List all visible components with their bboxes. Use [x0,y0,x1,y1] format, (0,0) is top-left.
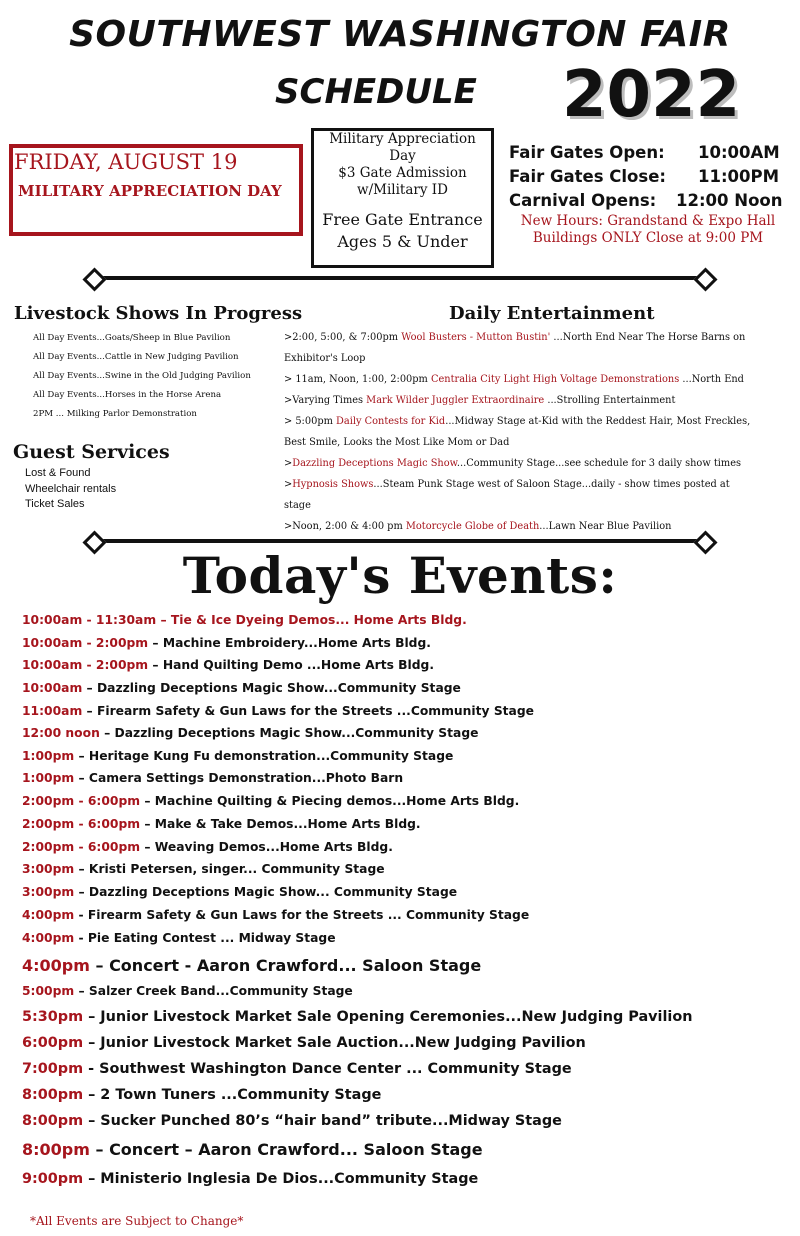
entertainment-line: >Varying Times Mark Wilder Juggler Extraordinaire ...Strolling Entertainment [284,395,676,406]
guest-service-item: Lost & Found [25,467,91,479]
guest-service-item: Wheelchair rentals [25,483,117,495]
gate-open-label: Fair Gates Open: [509,143,665,162]
military-line-4: Free Gate Entrance [322,210,483,229]
new-hours-line-1: New Hours: Grandstand & Expo Hall [520,213,776,229]
gate-close-value: 11:00PM [698,167,780,186]
year-label: 2022 [562,58,741,132]
event-row: 4:00pm - Pie Eating Contest ... Midway Stage [22,931,336,945]
event-row: 2:00pm - 6:00pm – Machine Quilting & Piecing demos...Home Arts Bldg. [22,794,520,808]
event-row: 5:00pm – Salzer Creek Band...Community Stage [22,984,353,998]
entertainment-line: >Noon, 2:00 & 4:00 pm Motorcycle Globe of Death...Lawn Near Blue Pavilion [284,521,672,532]
guest-service-item: Ticket Sales [25,498,85,510]
event-row: 4:00pm – Concert - Aaron Crawford... Saloon Stage [22,956,482,975]
new-hours-note [512,213,784,247]
event-row: 11:00am – Firearm Safety & Gun Laws for the Streets ...Community Stage [22,704,534,718]
carnival-open-label: Carnival Opens: [509,191,657,210]
event-row: 1:00pm – Heritage Kung Fu demonstration...Community Stage [22,749,454,763]
entertainment-line: >2:00, 5:00, & 7:00pm Wool Busters - Mutton Bustin' ...North End Near The Horse Barns on [284,332,746,343]
day-theme: MILITARY APPRECIATION DAY [18,182,282,200]
event-row: 3:00pm – Kristi Petersen, singer... Community Stage [22,862,385,876]
livestock-item: All Day Events...Horses in the Horse Arena [33,390,222,400]
guest-services-title: Guest Services [13,441,170,463]
entertainment-line: > 5:00pm Daily Contests for Kid...Midway Stage at-Kid with the Reddest Hair, Most Freckles, [284,416,751,427]
new-hours-line-2: Buildings ONLY Close at 9:00 PM [532,230,764,246]
footer-disclaimer: *All Events are Subject to Change* [30,1214,244,1228]
event-row: 2:00pm - 6:00pm – Weaving Demos...Home Arts Bldg. [22,840,393,854]
event-row: 3:00pm – Dazzling Deceptions Magic Show... Community Stage [22,885,458,899]
event-row: 10:00am - 11:30am – Tie & Ice Dyeing Demos... Home Arts Bldg. [22,613,467,627]
todays-events-title: Today's Events: [182,546,618,605]
livestock-item: 2PM ... Milking Parlor Demonstration [33,409,197,419]
event-row: 10:00am - 2:00pm – Hand Quilting Demo ...Home Arts Bldg. [22,658,435,672]
entertainment-line: >Dazzling Deceptions Magic Show...Community Stage...see schedule for 3 daily show times [284,458,742,469]
event-row: 9:00pm – Ministerio Inglesia De Dios...Community Stage [22,1171,479,1187]
divider-top [82,268,718,288]
military-info-box [311,128,494,268]
event-row: 2:00pm - 6:00pm – Make & Take Demos...Home Arts Bldg. [22,817,421,831]
event-row: 10:00am - 2:00pm – Machine Embroidery...Home Arts Bldg. [22,636,431,650]
entertainment-line: Best Smile, Looks the Most Like Mom or Dad [284,437,510,448]
gate-close-label: Fair Gates Close: [509,167,667,186]
entertainment-line: Exhibitor's Loop [284,353,366,364]
event-row: 1:00pm – Camera Settings Demonstration...Photo Barn [22,771,404,785]
entertainment-line: >Hypnosis Shows...Steam Punk Stage west of Saloon Stage...daily - show times posted at [284,479,730,490]
livestock-item: All Day Events...Swine in the Old Judging Pavilion [33,371,251,381]
entertainment-title: Daily Entertainment [449,303,655,324]
event-row: 8:00pm – Sucker Punched 80’s “hair band” tribute...Midway Stage [22,1113,562,1129]
event-row: 6:00pm – Junior Livestock Market Sale Auction...New Judging Pavilion [22,1035,586,1051]
military-line-5: Ages 5 & Under [337,232,468,251]
military-line-3: w/Military ID [357,182,448,198]
schedule-title: SCHEDULE [275,72,477,112]
event-row: 7:00pm - Southwest Washington Dance Center ... Community Stage [22,1061,572,1077]
military-line-2: $3 Gate Admission [338,165,467,181]
entertainment-line: > 11am, Noon, 1:00, 2:00pm Centralia City Light High Voltage Demonstrations ...North End [284,374,744,385]
livestock-item: All Day Events...Goats/Sheep in Blue Pavilion [33,333,231,343]
gate-open-value: 10:00AM [698,143,780,162]
livestock-title: Livestock Shows In Progress [14,303,303,324]
event-row: 8:00pm – Concert – Aaron Crawford... Saloon Stage [22,1140,483,1159]
livestock-item: All Day Events...Cattle in New Judging Pavilion [33,352,239,362]
event-row: 8:00pm – 2 Town Tuners ...Community Stage [22,1087,382,1103]
event-row: 5:30pm – Junior Livestock Market Sale Opening Ceremonies...New Judging Pavilion [22,1009,693,1025]
event-row: 12:00 noon – Dazzling Deceptions Magic Show...Community Stage [22,726,479,740]
fair-title: SOUTHWEST WASHINGTON FAIR [69,14,731,55]
day-date: FRIDAY, AUGUST 19 [14,150,238,174]
entertainment-line: stage [284,500,311,511]
event-row: 10:00am – Dazzling Deceptions Magic Show...Community Stage [22,681,461,695]
carnival-open-value: 12:00 Noon [676,191,783,210]
event-row: 4:00pm - Firearm Safety & Gun Laws for the Streets ... Community Stage [22,908,530,922]
military-line-1: Military Appreciation Day [329,131,476,164]
